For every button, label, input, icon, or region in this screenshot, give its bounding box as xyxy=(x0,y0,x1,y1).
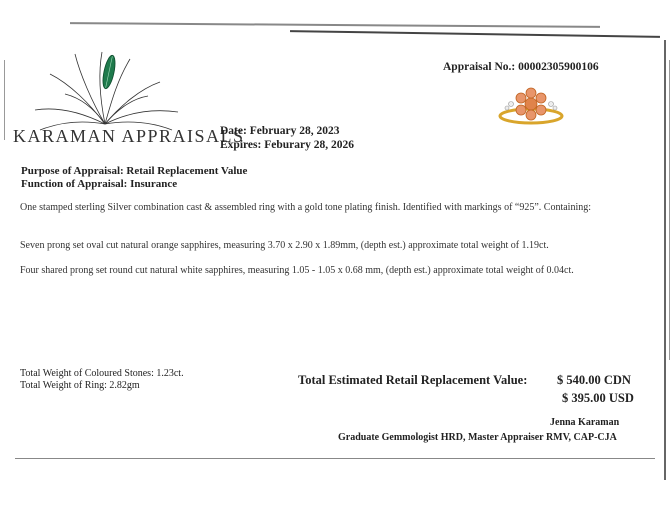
top-edge-line-right xyxy=(290,30,660,38)
appraisal-purpose: Purpose of Appraisal: Retail Replacement Value xyxy=(21,165,248,177)
signer-credentials: Graduate Gemmologist HRD, Master Appraiser RMV, CAP-CJA xyxy=(338,432,617,443)
bottom-edge-line xyxy=(15,458,655,459)
valuation-label: Total Estimated Retail Replacement Value: xyxy=(298,373,528,387)
expiry-date: Expires: Feburary 28, 2026 xyxy=(220,139,354,151)
ring-weight: Total Weight of Ring: 2.82gm xyxy=(20,380,140,391)
appraisal-number: Appraisal No.: 00002305900106 xyxy=(443,61,599,73)
stone-description: Four shared prong set round cut natural white sapphires, measuring 1.05 - 1.05 x 0.68 mm, (depth est.) approximate total weight of 0.04ct. xyxy=(20,265,574,276)
top-edge-line xyxy=(70,22,600,27)
leaf-gem-logo-icon xyxy=(30,44,180,134)
valuation-cdn: $ 540.00 CDN xyxy=(557,373,631,387)
signer-name: Jenna Karaman xyxy=(550,417,620,428)
coloured-stones-weight: Total Weight of Coloured Stones: 1.23ct. xyxy=(20,368,184,379)
right-edge-line-outer xyxy=(669,60,670,360)
appraisal-date: Date: February 28, 2023 xyxy=(220,125,340,137)
stone-description: Seven prong set oval cut natural orange sapphires, measuring 3.70 x 2.90 x 1.89mm, (depth est.) approximate total weight of 1.19ct. xyxy=(20,240,549,251)
valuation-usd: $ 395.00 USD xyxy=(562,391,634,405)
left-edge-line xyxy=(4,60,5,140)
ring-photo xyxy=(495,82,567,130)
ring-description: One stamped sterling Silver combination cast & assembled ring with a gold tone plating finish. Identified with markings of “925”. Containing: xyxy=(20,202,592,213)
brand-name: KARAMAN APPRAISALS xyxy=(13,126,245,146)
right-edge-line xyxy=(664,40,666,480)
appraisal-function: Function of Appraisal: Insurance xyxy=(21,178,178,190)
